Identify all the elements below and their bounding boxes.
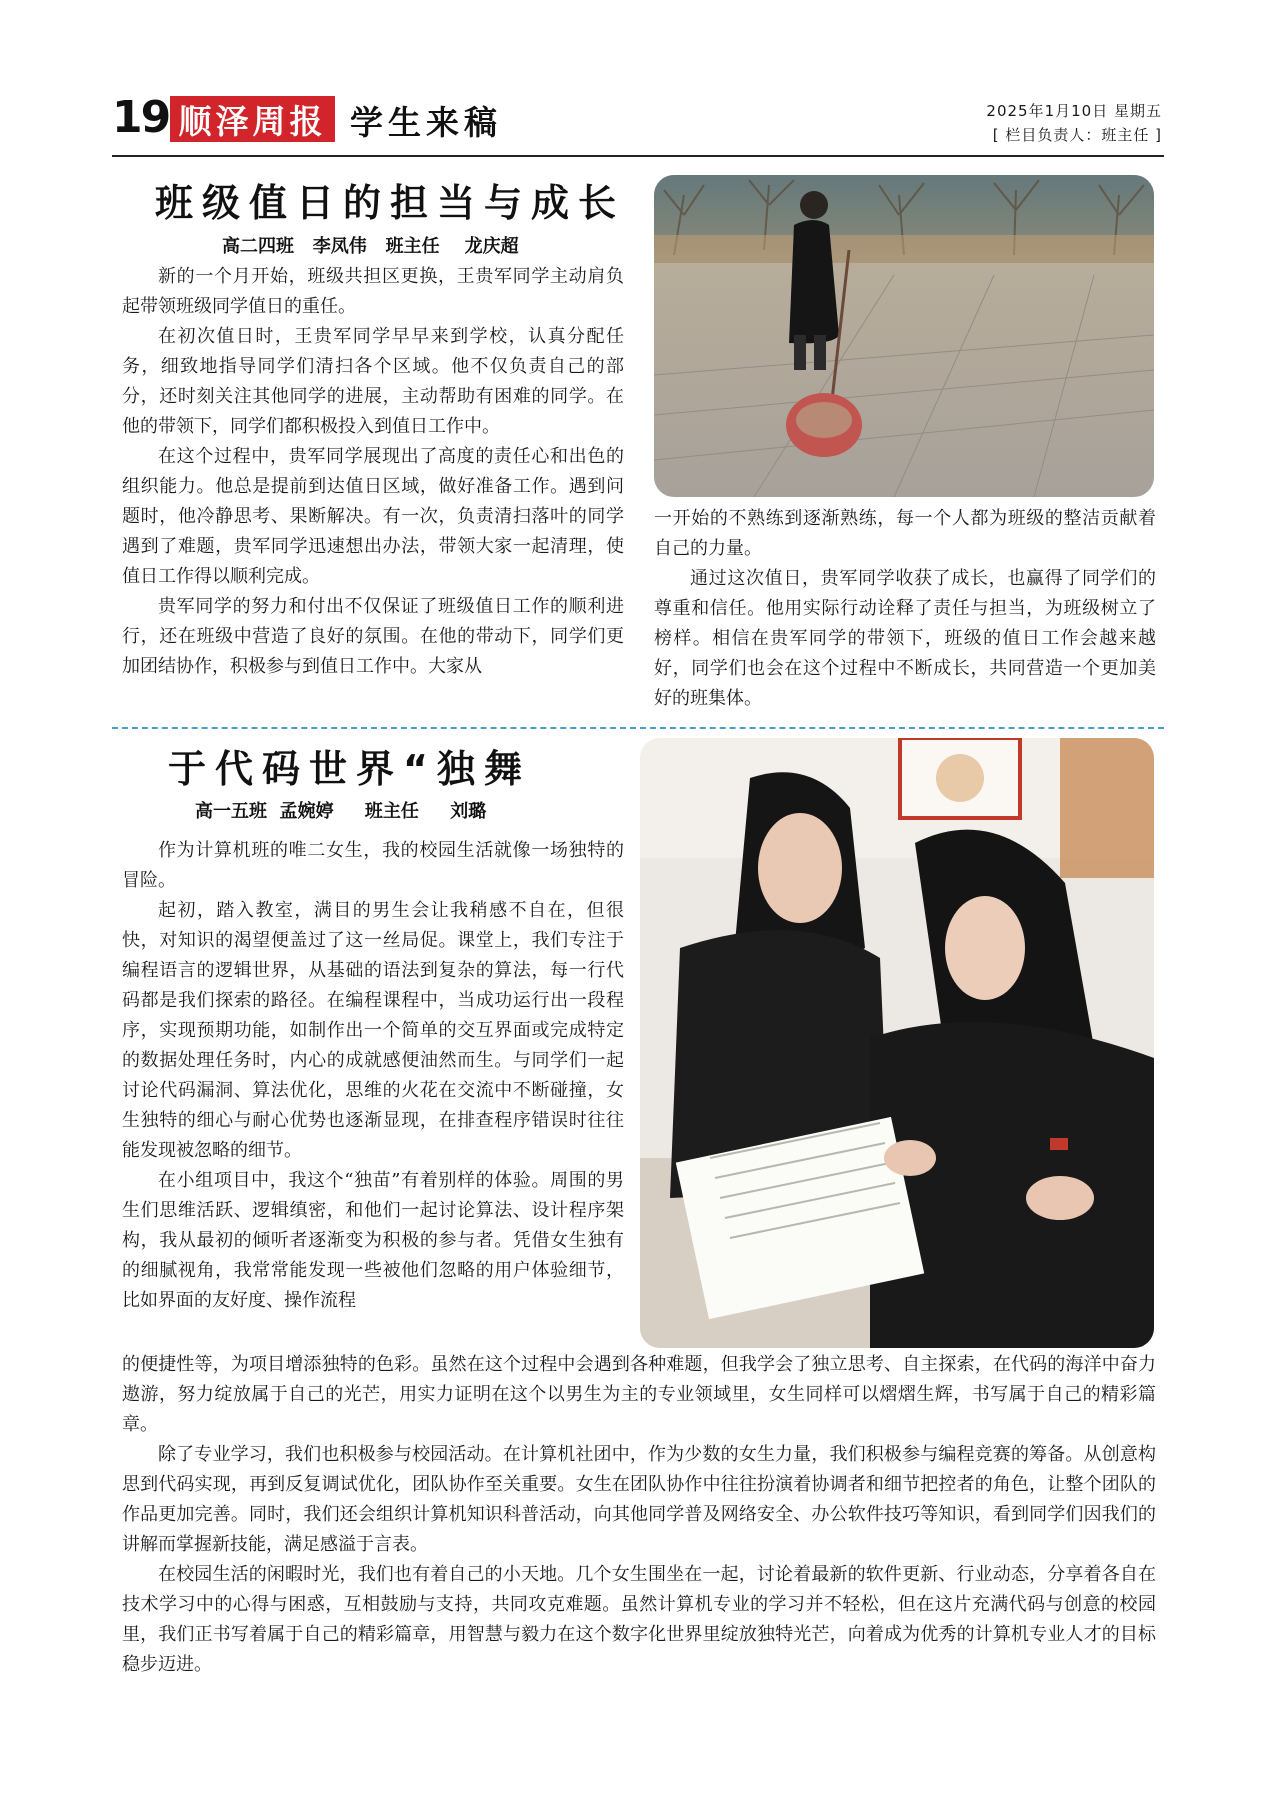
- page-number: 19: [112, 92, 170, 143]
- paragraph: 在校园生活的闲暇时光，我们也有着自己的小天地。几个女生围坐在一起，讨论着最新的软件更新、行业动态，分享着各自在技术学习中的心得与困惑，互相鼓励与支持，共同攻克难题。虽然计算机专业的学习并不轻松，但在这片充满代码与创意的校园里，我们正书写着属于自己的精彩篇章，用智慧与毅力在这个数字化世界里绽放独特光芒，向着成为优秀的计算机专业人才的目标稳步迈进。: [122, 1564, 1156, 1675]
- paragraph: 的便捷性等，为项目增添独特的色彩。虽然在这个过程中会遇到各种难题，但我学会了独立思考、自主探索，在代码的海洋中奋力遨游，努力绽放属于自己的光芒，用实力证明在这个以男生为主的专业领域里，女生同样可以熠熠生辉，书写属于自己的精彩篇章。: [122, 1354, 1156, 1435]
- paragraph: 作为计算机班的唯二女生，我的校园生活就像一场独特的冒险。: [122, 840, 624, 891]
- article2-byline: 高一五班 孟婉婷 班主任 刘璐: [195, 801, 487, 822]
- article2-full-width-text: [122, 1350, 1156, 1680]
- paragraph: 通过这次值日，贵军同学收获了成长，也赢得了同学们的尊重和信任。他用实际行动诠释了责任与担当，为班级树立了榜样。相信在贵军同学的带领下，班级的值日工作会越来越好，同学们也会在这个过程中不断成长，共同营造一个更加美好的班集体。: [654, 568, 1156, 709]
- header-rule: [112, 155, 1164, 157]
- article1-title: 班级值日的担当与成长: [155, 181, 626, 225]
- article1-byline: 高二四班 李凤伟 班主任 龙庆超: [222, 236, 519, 257]
- article1-right-column: [654, 504, 1156, 714]
- paragraph: 一开始的不熟练到逐渐熟练，每一个人都为班级的整洁贡献着自己的力量。: [654, 508, 1156, 559]
- article1-left-column: [122, 262, 624, 682]
- section-title: 学生来稿: [350, 103, 502, 142]
- article2-left-column: [122, 836, 624, 1316]
- column-editor: [ 栏目负责人：班主任 ]: [992, 126, 1162, 144]
- paragraph: 新的一个月开始，班级共担区更换，王贵军同学主动肩负起带领班级同学值日的重任。: [122, 266, 624, 317]
- article2-title: 于代码世界“独舞: [168, 747, 531, 791]
- paragraph: 在小组项目中，我这个“独苗”有着别样的体验。周围的男生们思维活跃、逻辑缜密，和他们一起讨论算法、设计程序架构，我从最初的倾听者逐渐变为积极的参与者。凭借女生独有的细腻视角，我常常能发现一些被他们忽略的用户体验细节，比如界面的友好度、操作流程: [122, 1170, 624, 1311]
- paragraph: 起初，踏入教室，满目的男生会让我稍感不自在，但很快，对知识的渴望便盖过了这一丝局促。课堂上，我们专注于编程语言的逻辑世界，从基础的语法到复杂的算法，每一行代码都是我们探索的路径。在编程课程中，当成功运行出一段程序，实现预期功能，如制作出一个简单的交互界面或完成特定的数据处理任务时，内心的成就感便油然而生。与同学们一起讨论代码漏洞、算法优化，思维的火花在交流中不断碰撞，女生独特的细心与耐心优势也逐渐显现，在排查程序错误时往往能发现被忽略的细节。: [122, 900, 624, 1161]
- article2-photo-students: [640, 738, 1154, 1348]
- article-divider: [112, 727, 1164, 729]
- paragraph: 在初次值日时，王贵军同学早早来到学校，认真分配任务，细致地指导同学们清扫各个区域。他不仅负责自己的部分，还时刻关注其他同学的进展，主动帮助有困难的同学。在他的带领下，同学们都积极投入到值日工作中。: [122, 326, 624, 437]
- paragraph: 除了专业学习，我们也积极参与校园活动。在计算机社团中，作为少数的女生力量，我们积极参与编程竞赛的筹备。从创意构思到代码实现，再到反复调试优化，团队协作至关重要。女生在团队协作中往往扮演着协调者和细节把控者的角色，让整个团队的作品更加完善。同时，我们还会组织计算机知识科普活动，向其他同学普及网络安全、办公软件技巧等知识，看到同学们因我们的讲解而掌握新技能，满足感溢于言表。: [122, 1444, 1156, 1555]
- article1-photo-sweeping: [654, 175, 1154, 497]
- paragraph: 在这个过程中，贵军同学展现出了高度的责任心和出色的组织能力。他总是提前到达值日区域，做好准备工作。遇到问题时，他冷静思考、果断解决。有一次，负责清扫落叶的同学遇到了难题，贵军同学迅速想出办法，带领大家一起清理，使值日工作得以顺利完成。: [122, 446, 624, 587]
- newspaper-logo: 顺泽周报: [170, 96, 335, 142]
- paragraph: 贵军同学的努力和付出不仅保证了班级值日工作的顺利进行，还在班级中营造了良好的氛围。在他的带动下，同学们更加团结协作，积极参与到值日工作中。大家从: [122, 596, 624, 677]
- issue-date: 2025年1月10日 星期五: [986, 102, 1162, 120]
